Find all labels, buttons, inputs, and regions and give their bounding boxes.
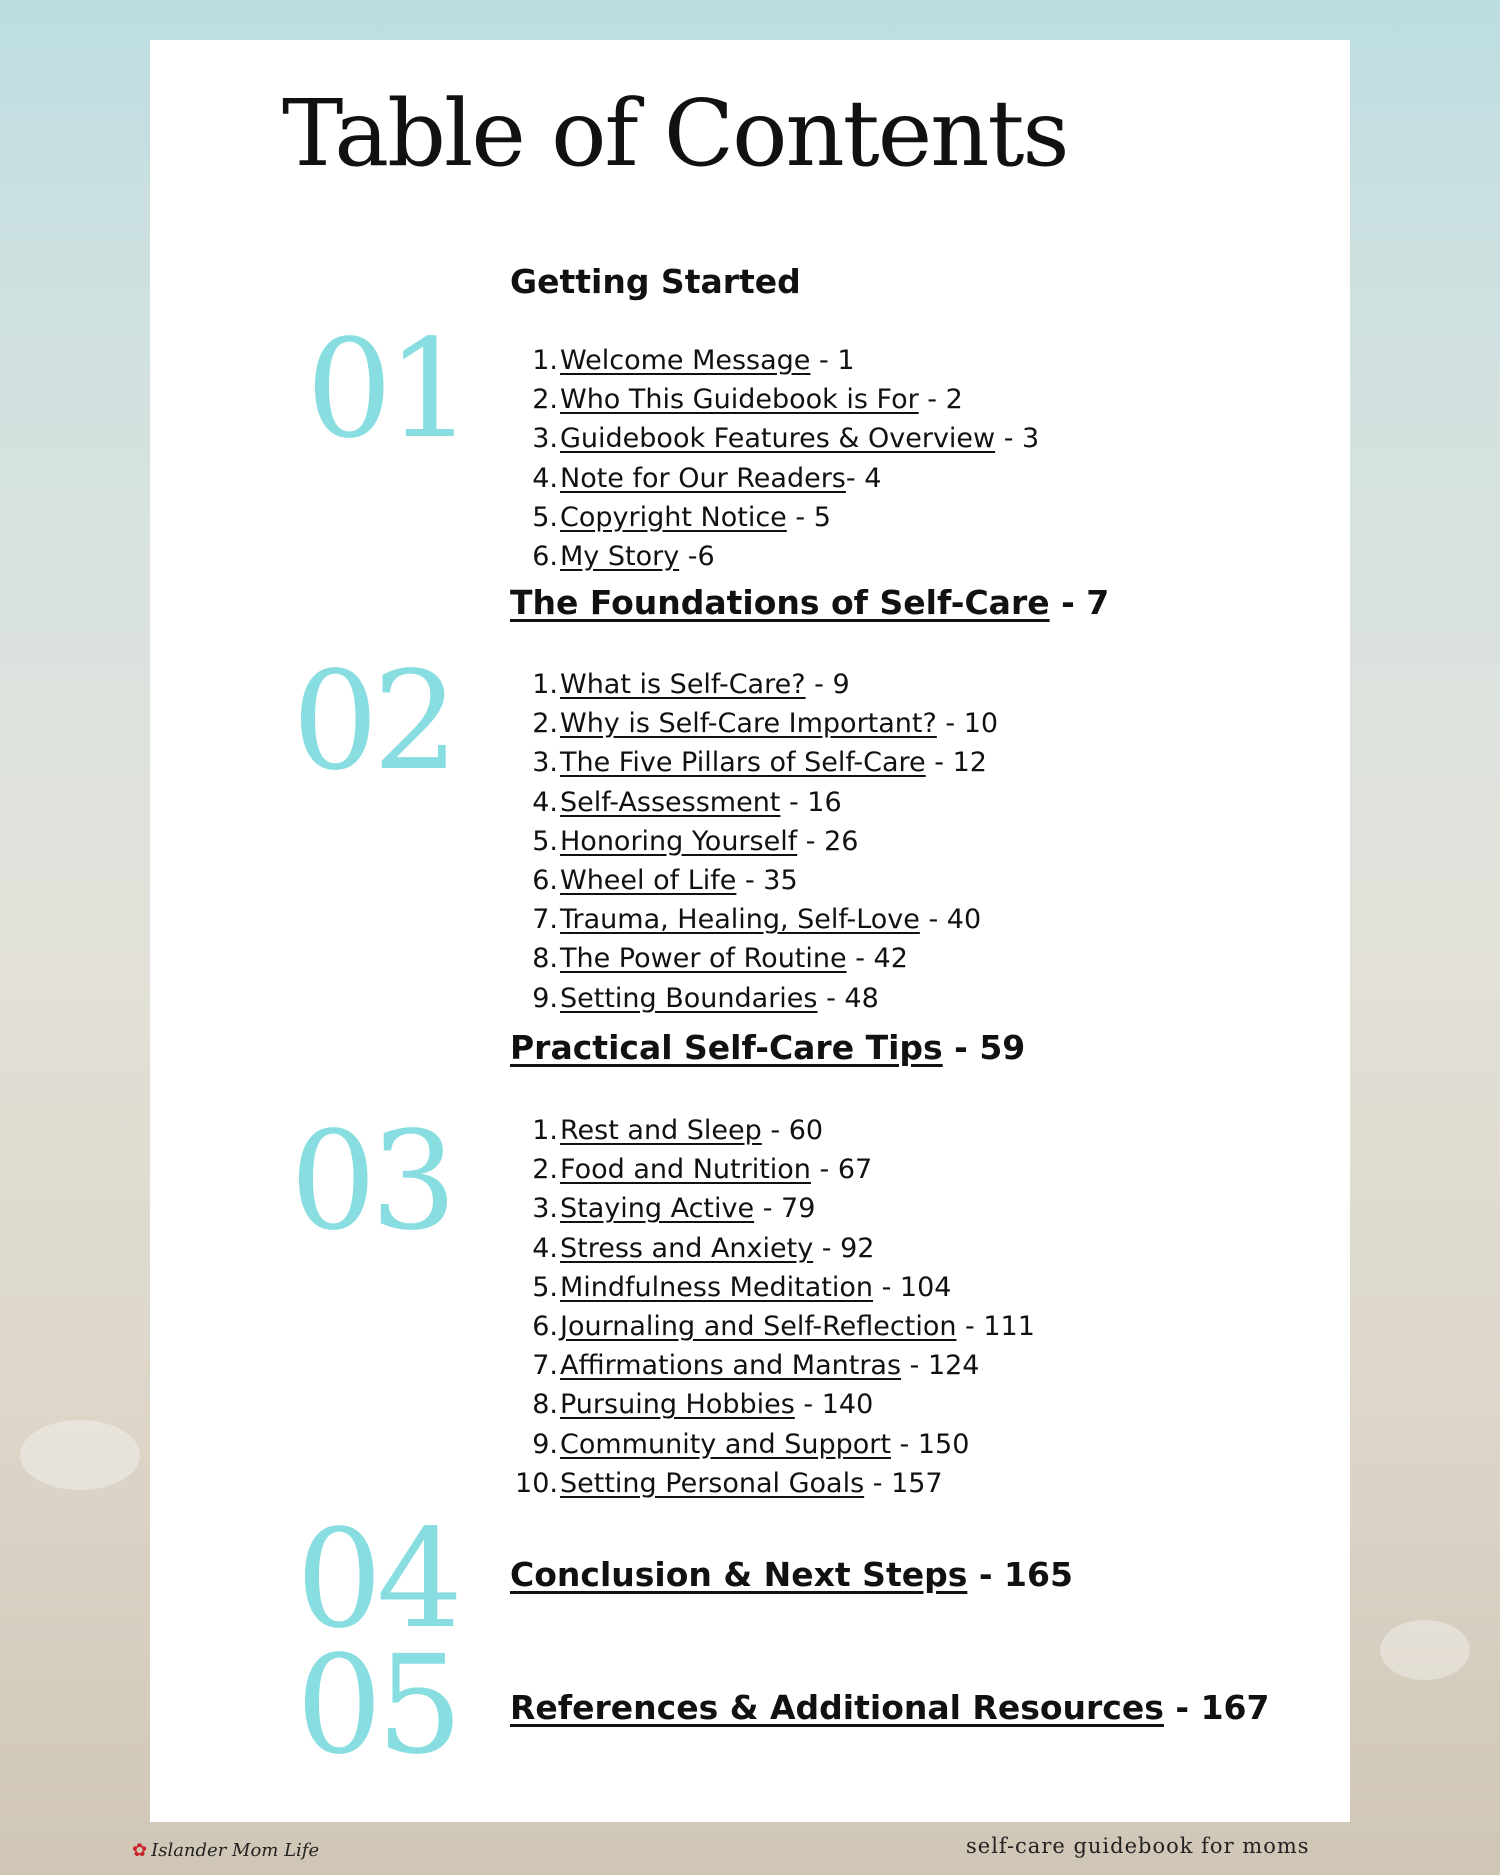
item-link[interactable]: Honoring Yourself bbox=[560, 825, 798, 857]
item-link[interactable]: Affirmations and Mantras bbox=[560, 1350, 902, 1382]
item-link[interactable]: Rest and Sleep bbox=[560, 1115, 762, 1146]
section-number-01: 01 bbox=[306, 311, 468, 469]
item-number: 8. bbox=[532, 943, 558, 975]
item-number: 2. bbox=[532, 1154, 558, 1186]
item-link[interactable]: Who This Guidebook is For bbox=[560, 384, 919, 416]
section-heading-conclusion bbox=[510, 1555, 1073, 1594]
section-number-05: 05 bbox=[296, 1627, 458, 1785]
item-page: - 5 bbox=[786, 501, 831, 533]
item-link[interactable]: Welcome Message bbox=[560, 345, 811, 376]
item-number: 10. bbox=[515, 1467, 558, 1499]
section-heading-link[interactable]: The Foundations of Self-Care bbox=[510, 583, 1050, 622]
list-item[interactable] bbox=[510, 1425, 1035, 1464]
list-item[interactable] bbox=[510, 1189, 1035, 1228]
background-texture bbox=[20, 1420, 140, 1490]
item-page: - 26 bbox=[797, 825, 859, 857]
list-item[interactable] bbox=[510, 704, 998, 743]
item-number: 8. bbox=[532, 1389, 558, 1421]
item-number: 3. bbox=[532, 1193, 558, 1225]
item-page: - 35 bbox=[736, 864, 798, 896]
item-page: - 104 bbox=[873, 1271, 952, 1303]
item-link[interactable]: My Story bbox=[560, 540, 680, 572]
brand-name: Islander Mom Life bbox=[151, 1840, 320, 1861]
item-link[interactable]: Pursuing Hobbies bbox=[560, 1389, 795, 1421]
item-page: - 4 bbox=[845, 462, 882, 494]
item-link[interactable]: Setting Personal Goals bbox=[560, 1467, 865, 1499]
item-link[interactable]: Mindfulness Meditation bbox=[560, 1271, 874, 1303]
item-link[interactable]: The Five Pillars of Self-Care bbox=[560, 747, 926, 779]
item-page: - 124 bbox=[901, 1350, 980, 1382]
item-link[interactable]: Staying Active bbox=[560, 1193, 755, 1225]
item-number: 1. bbox=[532, 1115, 558, 1146]
brand-logo bbox=[132, 1840, 319, 1861]
list-item[interactable] bbox=[510, 743, 998, 782]
footer-tagline: self-care guidebook for moms bbox=[966, 1834, 1310, 1858]
item-number: 3. bbox=[532, 423, 558, 455]
item-number: 5. bbox=[532, 501, 558, 533]
section-heading-link[interactable]: Practical Self-Care Tips bbox=[510, 1028, 943, 1067]
list-item[interactable] bbox=[510, 380, 1039, 419]
item-page: - 16 bbox=[780, 786, 842, 818]
list-item[interactable] bbox=[510, 341, 1039, 380]
item-page: - 42 bbox=[846, 943, 908, 975]
section-heading-page: - 165 bbox=[967, 1555, 1073, 1594]
section-heading-practical-tips bbox=[510, 1028, 1025, 1067]
item-number: 7. bbox=[532, 1350, 558, 1382]
item-link[interactable]: Why is Self-Care Important? bbox=[560, 708, 937, 740]
list-item[interactable] bbox=[510, 537, 1039, 576]
background-texture bbox=[1380, 1620, 1470, 1680]
item-link[interactable]: Note for Our Readers bbox=[560, 462, 846, 494]
page-title: Table of Contents bbox=[282, 80, 1068, 187]
item-number: 6. bbox=[532, 864, 558, 896]
section-03-list bbox=[510, 1111, 1035, 1503]
section-02-list bbox=[510, 665, 998, 1018]
list-item[interactable] bbox=[510, 1307, 1035, 1346]
section-heading-page: - 7 bbox=[1049, 583, 1110, 622]
item-number: 4. bbox=[532, 462, 558, 494]
list-item[interactable] bbox=[510, 1464, 1035, 1503]
item-number: 7. bbox=[532, 904, 558, 936]
item-page: - 2 bbox=[918, 384, 963, 416]
item-number: 2. bbox=[532, 384, 558, 416]
list-item[interactable] bbox=[510, 1229, 1035, 1268]
item-number: 1. bbox=[532, 669, 558, 700]
list-item[interactable] bbox=[510, 900, 998, 939]
item-page: - 10 bbox=[936, 708, 999, 740]
section-heading-references bbox=[510, 1688, 1269, 1727]
section-number-03: 03 bbox=[290, 1103, 452, 1261]
item-page: - 140 bbox=[794, 1389, 874, 1421]
hibiscus-icon: ✿ bbox=[132, 1840, 148, 1861]
section-heading-foundations bbox=[510, 583, 1109, 622]
list-item[interactable] bbox=[510, 822, 998, 861]
item-link[interactable]: Guidebook Features & Overview bbox=[560, 423, 996, 455]
item-page: - 12 bbox=[925, 747, 987, 779]
item-link[interactable]: Setting Boundaries bbox=[560, 982, 818, 1014]
item-number: 3. bbox=[532, 747, 558, 779]
list-item[interactable] bbox=[510, 783, 998, 822]
item-link[interactable]: Stress and Anxiety bbox=[560, 1232, 814, 1264]
item-link[interactable]: Food and Nutrition bbox=[560, 1154, 811, 1186]
list-item[interactable] bbox=[510, 459, 1039, 498]
list-item[interactable] bbox=[510, 1346, 1035, 1385]
section-number-04: 04 bbox=[296, 1501, 458, 1659]
list-item[interactable] bbox=[510, 1268, 1035, 1307]
item-page: - 67 bbox=[810, 1154, 873, 1186]
list-item[interactable] bbox=[510, 979, 998, 1018]
item-link[interactable]: Community and Support bbox=[560, 1428, 891, 1460]
item-link[interactable]: Copyright Notice bbox=[560, 501, 787, 533]
list-item[interactable] bbox=[510, 861, 998, 900]
section-01-list bbox=[510, 341, 1039, 576]
item-page: - 111 bbox=[956, 1310, 1035, 1342]
item-number: 4. bbox=[532, 1232, 558, 1264]
list-item[interactable] bbox=[510, 939, 998, 978]
section-heading-getting-started bbox=[510, 262, 801, 301]
item-page: - 150 bbox=[890, 1428, 970, 1460]
item-page: -6 bbox=[679, 540, 715, 572]
item-number: 4. bbox=[532, 786, 558, 818]
item-number: 5. bbox=[532, 825, 558, 857]
item-number: 6. bbox=[532, 1310, 558, 1342]
item-page: - 92 bbox=[813, 1232, 875, 1264]
item-link[interactable]: Self-Assessment bbox=[560, 786, 781, 818]
section-heading-text: Getting Started bbox=[510, 262, 801, 301]
list-item[interactable] bbox=[510, 1150, 1035, 1189]
section-heading-page: - 59 bbox=[942, 1028, 1026, 1067]
item-number: 6. bbox=[532, 540, 558, 572]
list-item[interactable] bbox=[510, 1385, 1035, 1424]
section-number-02: 02 bbox=[292, 643, 454, 801]
item-page: - 3 bbox=[995, 423, 1040, 455]
item-page: - 1 bbox=[810, 345, 855, 376]
item-link[interactable]: Wheel of Life bbox=[560, 864, 737, 896]
item-number: 2. bbox=[532, 708, 558, 740]
item-page: - 79 bbox=[754, 1193, 816, 1225]
item-page: - 157 bbox=[864, 1467, 943, 1499]
item-link[interactable]: Trauma, Healing, Self-Love bbox=[560, 904, 920, 936]
item-page: - 40 bbox=[919, 904, 982, 936]
item-number: 9. bbox=[532, 982, 558, 1014]
item-link[interactable]: Journaling and Self-Reflection bbox=[560, 1310, 957, 1342]
section-heading-link[interactable]: Conclusion & Next Steps bbox=[510, 1555, 968, 1594]
section-heading-page: - 167 bbox=[1163, 1688, 1270, 1727]
item-link[interactable]: What is Self-Care? bbox=[560, 669, 806, 700]
list-item[interactable] bbox=[510, 665, 998, 704]
item-number: 1. bbox=[532, 345, 558, 376]
item-number: 9. bbox=[532, 1428, 558, 1460]
item-page: - 48 bbox=[817, 982, 879, 1014]
list-item[interactable] bbox=[510, 498, 1039, 537]
item-number: 5. bbox=[532, 1271, 558, 1303]
list-item[interactable] bbox=[510, 1111, 1035, 1150]
item-page: - 9 bbox=[805, 669, 850, 700]
toc-page bbox=[150, 40, 1350, 1822]
section-heading-link[interactable]: References & Additional Resources bbox=[510, 1688, 1164, 1727]
item-link[interactable]: The Power of Routine bbox=[560, 943, 847, 975]
item-page: - 60 bbox=[761, 1115, 824, 1146]
list-item[interactable] bbox=[510, 419, 1039, 458]
